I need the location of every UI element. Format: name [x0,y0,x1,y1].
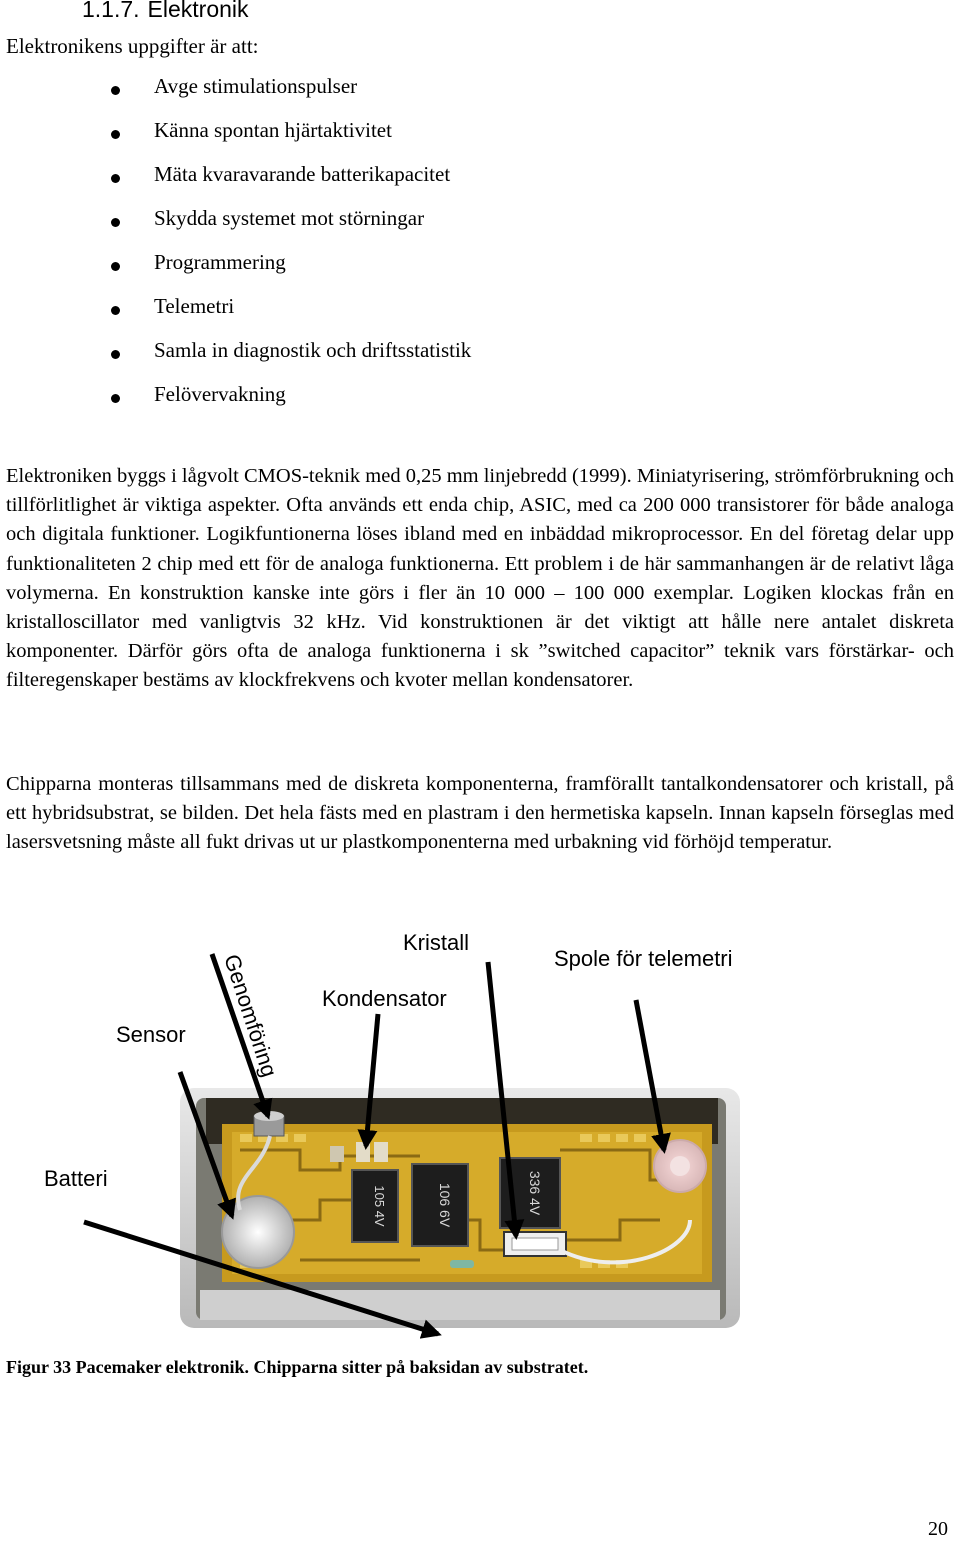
chip-marking-2: 106 6V [437,1182,453,1228]
section-title: Elektronik [147,0,249,22]
paragraph-assembly: Chipparna monteras tillsammans med de diskreta komponenterna, framförallt tantalkondensatorer och kristall, på ett hybridsubstrat, se bilden. Det hela fästs med en plastram i den hermetiska kapseln. Innan kapseln förseglas med lasersvetsning måste all fukt drivas ut ur plastkomponenterna med urbakning vid förhöjd temperatur. [6,773,954,854]
bullet-icon [111,86,120,95]
figure-caption: Figur 33 Pacemaker elektronik. Chipparna sitter på baksidan av substratet. [6,1357,589,1377]
pacemaker-electronics-image [0,920,960,1340]
label-kondensator: Kondensator [322,986,447,1011]
chip-marking-3: 336 4V [527,1170,543,1216]
pacemaker-figure [0,920,960,1340]
intro-text: Elektronikens uppgifter är att: [6,34,259,58]
crystal-component [504,1232,566,1256]
page-number: 20 [928,1518,948,1540]
housing-bottom [200,1290,720,1320]
tantalum-capacitor-2 [412,1164,468,1246]
label-batteri: Batteri [44,1166,108,1191]
bullet-icon [111,306,120,315]
label-kristall: Kristall [403,930,470,955]
bullet-icon [111,218,120,227]
bullet-icon [111,350,120,359]
label-sensor: Sensor [116,1022,186,1047]
bullet-icon [111,262,120,271]
bullet-icon [111,174,120,183]
battery-disc [222,1196,294,1268]
crystal-pad [450,1260,474,1268]
bullet-icon [111,394,120,403]
label-spole-telemetri: Spole för telemetri [554,946,733,971]
section-number: 1.1.7. [82,0,140,22]
tantalum-capacitor-1 [352,1170,398,1242]
paragraph-cmos: Elektroniken byggs i lågvolt CMOS-teknik med 0,25 mm linjebredd (1999). Miniatyrisering, strömförbrukning och tillförlitlighet är viktiga aspekter. Ofta används ett enda chip, ASIC, med ca 200 000 transistorer för både analoga och digitala funktioner. Logikfuntionerna löses ibland med en inbäddad mikroprocessor. En del företag delar upp funktionaliteten 2 chip med ett för de analoga funktionerna. Ett problem i de här sammanhangen är de relativt låga volymerna. En konstruktion kanske inte görs i fler än 10 000 – 100 000 exemplar. Logiken klockas från en kristalloscillator med vanligtvis 32 kHz. Vid konstruktionen är det viktigt att hålle nere antalet diskreta komponenter. Därför görs ofta de analoga funktionerna i sk ”switched capacitor” teknik vars förstärkar- och filteregenskaper bestäms av klockfrekvens och kvoter mellan kondensatorer. [6,465,954,692]
section-heading [82,0,249,23]
bullet-icon [111,130,120,139]
label-genomforing: Genomföring [219,951,283,1080]
chip-marking-1: 105 4V [372,1185,387,1227]
